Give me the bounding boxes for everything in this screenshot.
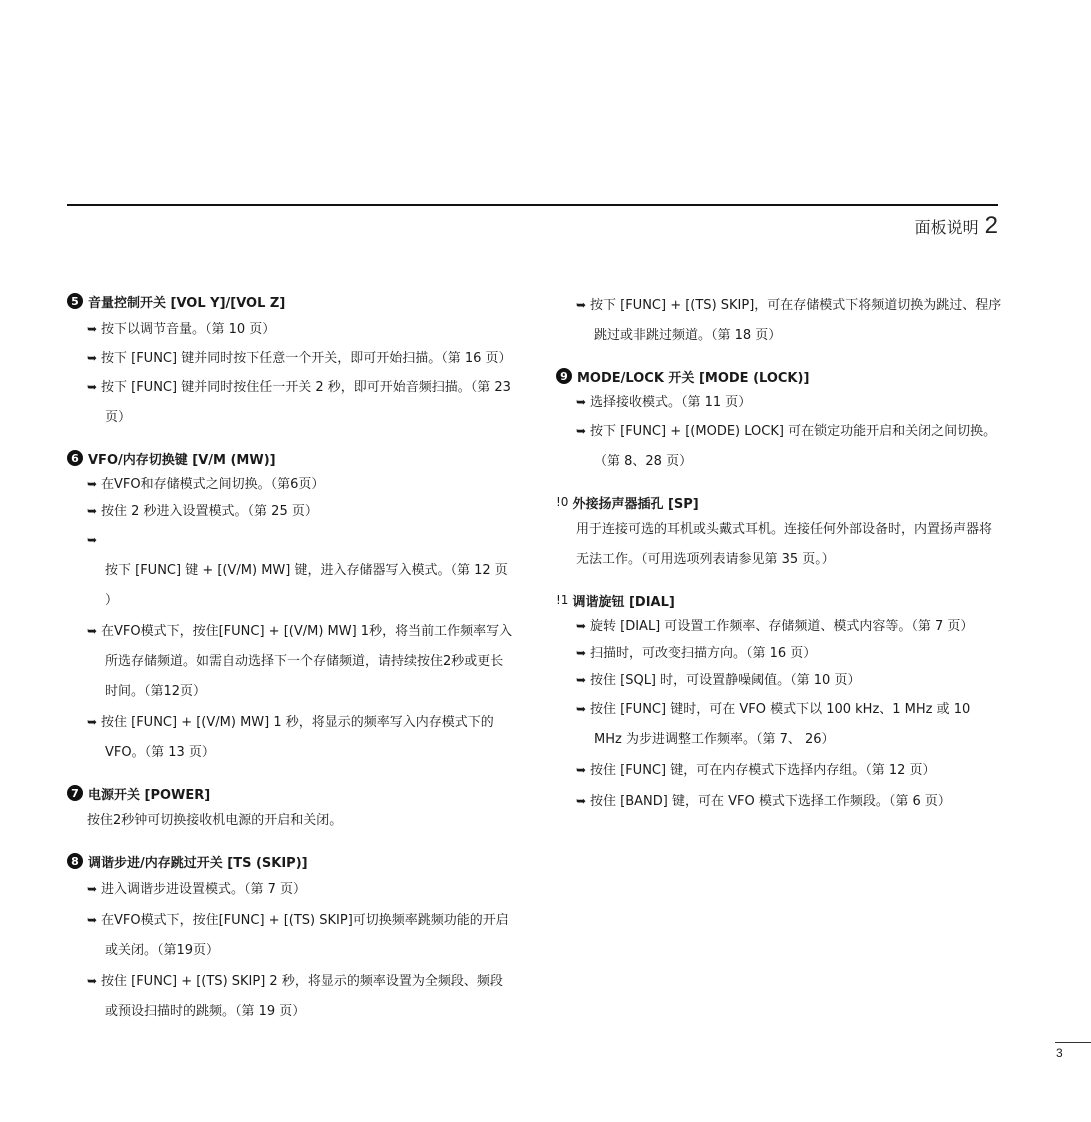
list-item-text: 按住 2 秒进入设置模式。（第 25 页） (101, 504, 318, 519)
list-item-text: 扫描时，可改变扫描方向。（第 16 页） (590, 646, 817, 661)
section-heading (67, 782, 515, 804)
list-item (67, 616, 515, 707)
arrow-icon: ➥ (87, 974, 98, 988)
arrow-icon: ➥ (87, 913, 98, 927)
list-item (67, 314, 515, 345)
list-item (556, 613, 1002, 640)
arrow-icon: ➥ (576, 794, 587, 808)
arrow-icon: ➥ (87, 380, 98, 394)
section-10 (556, 491, 1002, 575)
list-item-text: 按下 [FUNC] 键 + [(V/M) MW] 键，进入存储器写入模式。（第 12 页 ） (105, 563, 508, 608)
list-item-text: 按下 [FUNC] 键并同时按下任意一个开关，即可开始扫描。（第 16 页） (101, 351, 512, 366)
list-item (67, 905, 515, 966)
page-number: 3 (1056, 1046, 1063, 1060)
section-number-badge: 7 (67, 785, 83, 801)
arrow-icon: ➥ (87, 533, 98, 547)
list-item-text: 按下 [FUNC] 键并同时按住任一开关 2 秒，即可开始音频扫描。（第 23 页） (101, 380, 511, 425)
section-9 (556, 365, 1002, 477)
section-heading (67, 290, 515, 312)
section-title: 调谐步进/内存跳过开关 [TS (SKIP)] (88, 855, 308, 871)
list-item-text: 旋转 [DIAL] 可设置工作频率、存储频道、模式内容等。（第 7 页） (590, 619, 974, 634)
list-item (556, 290, 1002, 351)
arrow-icon: ➥ (87, 882, 98, 896)
list-item (67, 525, 515, 616)
section-title: 调谐旋钮 [DIAL] (572, 594, 675, 610)
arrow-icon: ➥ (87, 477, 98, 491)
list-item-text: 在VFO和存储模式之间切换。（第6页） (101, 477, 325, 492)
list-item (556, 416, 1002, 477)
chapter-number: 2 (984, 212, 998, 239)
chapter-title: 面板说明 (914, 218, 979, 237)
section-title: VFO/内存切换键 [V/M (MW)] (88, 452, 276, 468)
list-item-text: 按住 [FUNC] 键，可在内存模式下选择内存组。（第 12 页） (590, 763, 936, 778)
right-column (556, 290, 1002, 831)
section-number-tag: !0 (556, 495, 569, 509)
section-title: MODE/LOCK 开关 [MODE (LOCK)] (577, 370, 810, 386)
arrow-icon: ➥ (87, 351, 98, 365)
arrow-icon: ➥ (576, 702, 587, 716)
list-item (67, 874, 515, 905)
section-title: 音量控制开关 [VOL Y]/[VOL Z] (88, 295, 286, 311)
section-11 (556, 589, 1002, 817)
list-item-text: 按住 [FUNC] + [(TS) SKIP] 2 秒，将显示的频率设置为全频段、频段或预设扫描时的跳频。（第 19 页） (101, 974, 503, 1019)
arrow-icon: ➥ (87, 715, 98, 729)
section-6 (67, 447, 515, 768)
list-item-text: 进入调谐步进设置模式。（第 7 页） (101, 882, 307, 897)
list-item (556, 389, 1002, 416)
arrow-icon: ➥ (576, 424, 587, 438)
footer-rule (1055, 1042, 1091, 1043)
list-item-text: 按下 [FUNC] + [(TS) SKIP]，可在存储模式下将频道切换为跳过、程序跳过或非跳过频道。（第 18 页） (590, 298, 1002, 343)
section-heading (67, 447, 515, 469)
list-item-text: 选择接收模式。（第 11 页） (590, 395, 752, 410)
section-number-badge: 5 (67, 293, 83, 309)
list-item (67, 966, 515, 1027)
arrow-icon: ➥ (576, 763, 587, 777)
list-item (556, 640, 1002, 667)
arrow-icon: ➥ (576, 673, 587, 687)
section-5 (67, 290, 515, 433)
list-item-text: 按住 [FUNC] + [(V/M) MW] 1 秒，将显示的频率写入内存模式下的 VFO。（第 13 页） (101, 715, 494, 760)
section-number-badge: 6 (67, 450, 83, 466)
list-item (556, 694, 1002, 755)
header-rule (67, 204, 998, 206)
section-8-continued (556, 290, 1002, 351)
list-item (556, 786, 1002, 817)
arrow-icon: ➥ (576, 298, 587, 312)
section-number-badge: 8 (67, 853, 83, 869)
section-number-badge: 9 (556, 368, 572, 384)
list-item-text: 按下 [FUNC] + [(MODE) LOCK] 可在锁定功能开启和关闭之间切换。（第 8、28 页） (590, 424, 997, 469)
arrow-icon: ➥ (576, 395, 587, 409)
list-item (67, 372, 515, 433)
section-heading (67, 850, 515, 872)
section-7 (67, 782, 515, 836)
section-heading (556, 491, 1002, 513)
list-item (67, 471, 515, 498)
list-item (67, 707, 515, 768)
list-item (67, 498, 515, 525)
section-8 (67, 850, 515, 1027)
section-heading (556, 589, 1002, 611)
section-title: 电源开关 [POWER] (88, 787, 211, 803)
section-title: 外接扬声器插孔 [SP] (572, 496, 699, 512)
list-item-text: 在VFO模式下，按住[FUNC] + [(TS) SKIP]可切换频率跳频功能的开启或关闭。（第19页） (101, 913, 509, 958)
section-number-tag: !1 (556, 593, 569, 607)
list-item-text: 按下以调节音量。（第 10 页） (101, 322, 276, 337)
arrow-icon: ➥ (87, 504, 98, 518)
arrow-icon: ➥ (576, 646, 587, 660)
list-item-text: 按住 [SQL] 时，可设置静噪阈值。（第 10 页） (590, 673, 861, 688)
section-heading (556, 365, 1002, 387)
chapter-heading (915, 212, 998, 240)
section-text: 用于连接可选的耳机或头戴式耳机。连接任何外部设备时，内置扬声器将无法工作。（可用选项列表请参见第 35 页。） (576, 522, 993, 567)
list-item-text: 按住 [FUNC] 键时，可在 VFO 模式下以 100 kHz、1 MHz 或 10 MHz 为步进调整工作频率。（第 7、 26） (590, 702, 971, 747)
left-column (67, 290, 515, 1041)
list-item-text: 在VFO模式下，按住[FUNC] + [(V/M) MW] 1秒，将当前工作频率写入所选存储频道。如需自动选择下一个存储频道，请持续按住2秒或更长时间。（第12页） (101, 624, 513, 699)
list-item-text: 按住 [BAND] 键，可在 VFO 模式下选择工作频段。（第 6 页） (590, 794, 951, 809)
list-item (556, 667, 1002, 694)
arrow-icon: ➥ (576, 619, 587, 633)
list-item (556, 755, 1002, 786)
arrow-icon: ➥ (87, 322, 98, 336)
section-text: 按住2秒钟可切换接收机电源的开启和关闭。 (87, 813, 343, 828)
list-item (67, 345, 515, 372)
arrow-icon: ➥ (87, 624, 98, 638)
